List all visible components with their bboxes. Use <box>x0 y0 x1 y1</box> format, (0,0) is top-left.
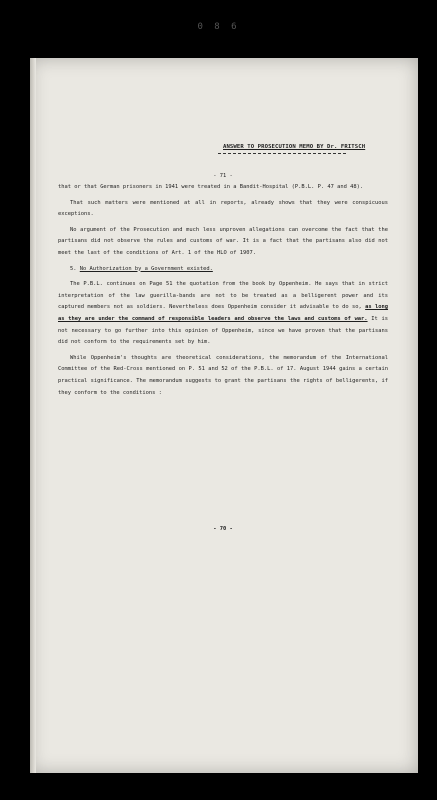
document-page <box>30 58 418 773</box>
section-number: 5. <box>70 265 77 272</box>
section-title: No Authorization by a Government existed. <box>79 265 213 272</box>
paragraph-1: that or that German prisoners in 1941 were treated in a Bandit-Hospital (P.B.L. P. 47 and 48). <box>58 184 364 190</box>
paragraph-6: While Oppenheim's thoughts are theoretical considerations, the memorandum of the International Committee of the Red-Cross mentioned on P. 51 and 52 of the P.B.L. of 17. August 1944 gains a certain practical significance. The memorandum suggests to grant the partisans the rights of belligerents, if they conform to the conditions : <box>58 354 388 396</box>
section-heading <box>70 264 388 276</box>
paragraph-5 <box>58 279 388 349</box>
header-rule <box>218 153 346 154</box>
page-number-bottom: - 70 - <box>213 526 233 532</box>
paragraph-2: That such matters were mentioned at all in reports, already shows that they were conspicuous exceptions. <box>58 199 388 218</box>
frame-number: 0 8 6 <box>197 22 240 32</box>
paragraph-5-underlined: as long as they are under the command of responsible leaders and observe the laws and customs of war. <box>58 304 389 322</box>
paragraph-3: No argument of the Prosecution and much less unproven allegations can overcome the fact that the partisans did not observe the rules and customs of war. It is a fact that the partisans also did not meet the last of the conditions of Art. 1 of the HLO of 1907. <box>58 226 388 256</box>
page-number-top: - 71 - <box>213 173 233 179</box>
paragraph-5-part-a: The P.B.L. continues on Page 51 the quotation from the book by Oppenheim. He says that in strict interpretation of the law guerilla-bands are not to be treated as a belligerent power and its captured members not as soldiers. Nevertheless does Oppenheim consider it advisable to do so, <box>58 281 388 311</box>
text-body <box>58 182 388 403</box>
page-shadow-edge <box>30 58 36 773</box>
document-header: ANSWER TO PROSECUTION MEMO BY Dr. FRITSCH <box>223 144 366 150</box>
paragraph-5-part-c: It is not necessary to go further into this opinion of Oppenheim, since we have proven that the partisans did not conform to the requirements set by him. <box>58 315 389 346</box>
